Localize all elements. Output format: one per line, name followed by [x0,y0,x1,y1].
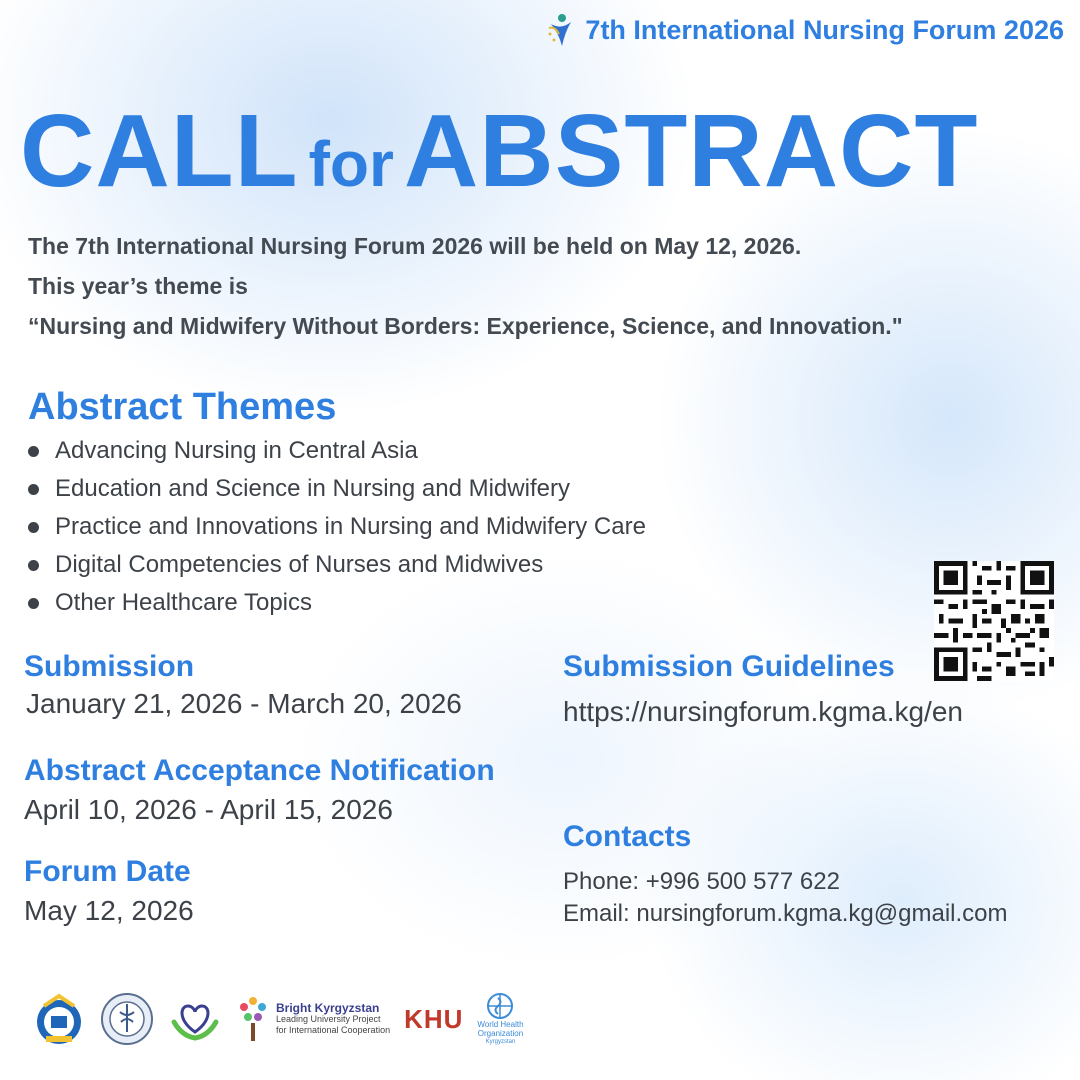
khu-label: KHU [404,1003,464,1034]
themes-title: Abstract Themes [28,386,337,428]
partner-logo-kgma-icon [100,992,154,1046]
intro-line-2: This year’s theme is [28,273,248,299]
who-line-2: Organization [477,1029,524,1038]
bright-kyrgyzstan-name: Bright Kyrgyzstan [276,1000,380,1015]
contacts-label: Contacts [563,820,692,853]
list-item: Practice and Innovations in Nursing and Midwifery Care [28,508,646,546]
bullet-icon [28,598,39,609]
intro-line-1: The 7th International Nursing Forum 2026 will be held on May 12, 2026. [28,233,802,259]
hero-title [20,92,1070,210]
forum-title: 7th International Nursing Forum 2026 [585,14,1064,45]
bullet-icon [28,560,39,571]
list-item: Digital Competencies of Nurses and Midwives [28,546,646,584]
bullet-icon [28,446,39,457]
hero-word-abstract: ABSTRACT [403,93,979,208]
notification-label: Abstract Acceptance Notification [24,754,495,787]
hero-word-call: CALL [20,93,299,208]
forum-logo-icon [545,12,577,48]
forum-header [545,12,1064,48]
hero-word-for: for [308,128,394,200]
partner-logo-heart-hands-icon [168,992,222,1046]
bright-kyrgyzstan-sub2: for International Cooperation [276,1024,391,1035]
intro-text [28,226,903,346]
list-item: Other Healthcare Topics [28,584,646,622]
partner-logos [32,992,524,1046]
forum-date-value: May 12, 2026 [24,895,194,926]
who-line-3: Kyrgyzstan [485,1039,516,1045]
guidelines-label: Submission Guidelines [563,650,895,683]
list-item: Advancing Nursing in Central Asia [28,432,646,470]
bullet-icon [28,522,39,533]
contacts-email[interactable]: Email: nursingforum.kgma.kg@gmail.com [563,900,1008,927]
partner-logo-nursing-association-icon [32,992,86,1046]
bullet-icon [28,484,39,495]
partner-logo-bright-kyrgyzstan [236,995,390,1043]
guidelines-url[interactable]: https://nursingforum.kgma.kg/en [563,696,963,727]
submission-label: Submission [24,650,195,683]
contacts-phone[interactable]: Phone: +996 500 577 622 [563,868,840,895]
list-item: Education and Science in Nursing and Midwifery [28,470,646,508]
bright-kyrgyzstan-sub1: Leading University Project [276,1013,381,1024]
who-globe-icon [485,992,515,1020]
partner-logo-who [477,992,523,1046]
notification-value: April 10, 2026 - April 15, 2026 [24,794,393,825]
forum-date-label: Forum Date [24,855,191,888]
submission-value: January 21, 2026 - March 20, 2026 [26,688,462,719]
intro-line-3: “Nursing and Midwifery Without Borders: Experience, Science, and Innovation." [28,313,903,339]
tree-icon [236,995,270,1043]
qr-code-icon[interactable] [934,561,1054,681]
partner-logo-khu [404,1004,463,1035]
who-line-1: World Health [477,1020,524,1029]
themes-list [28,432,646,622]
